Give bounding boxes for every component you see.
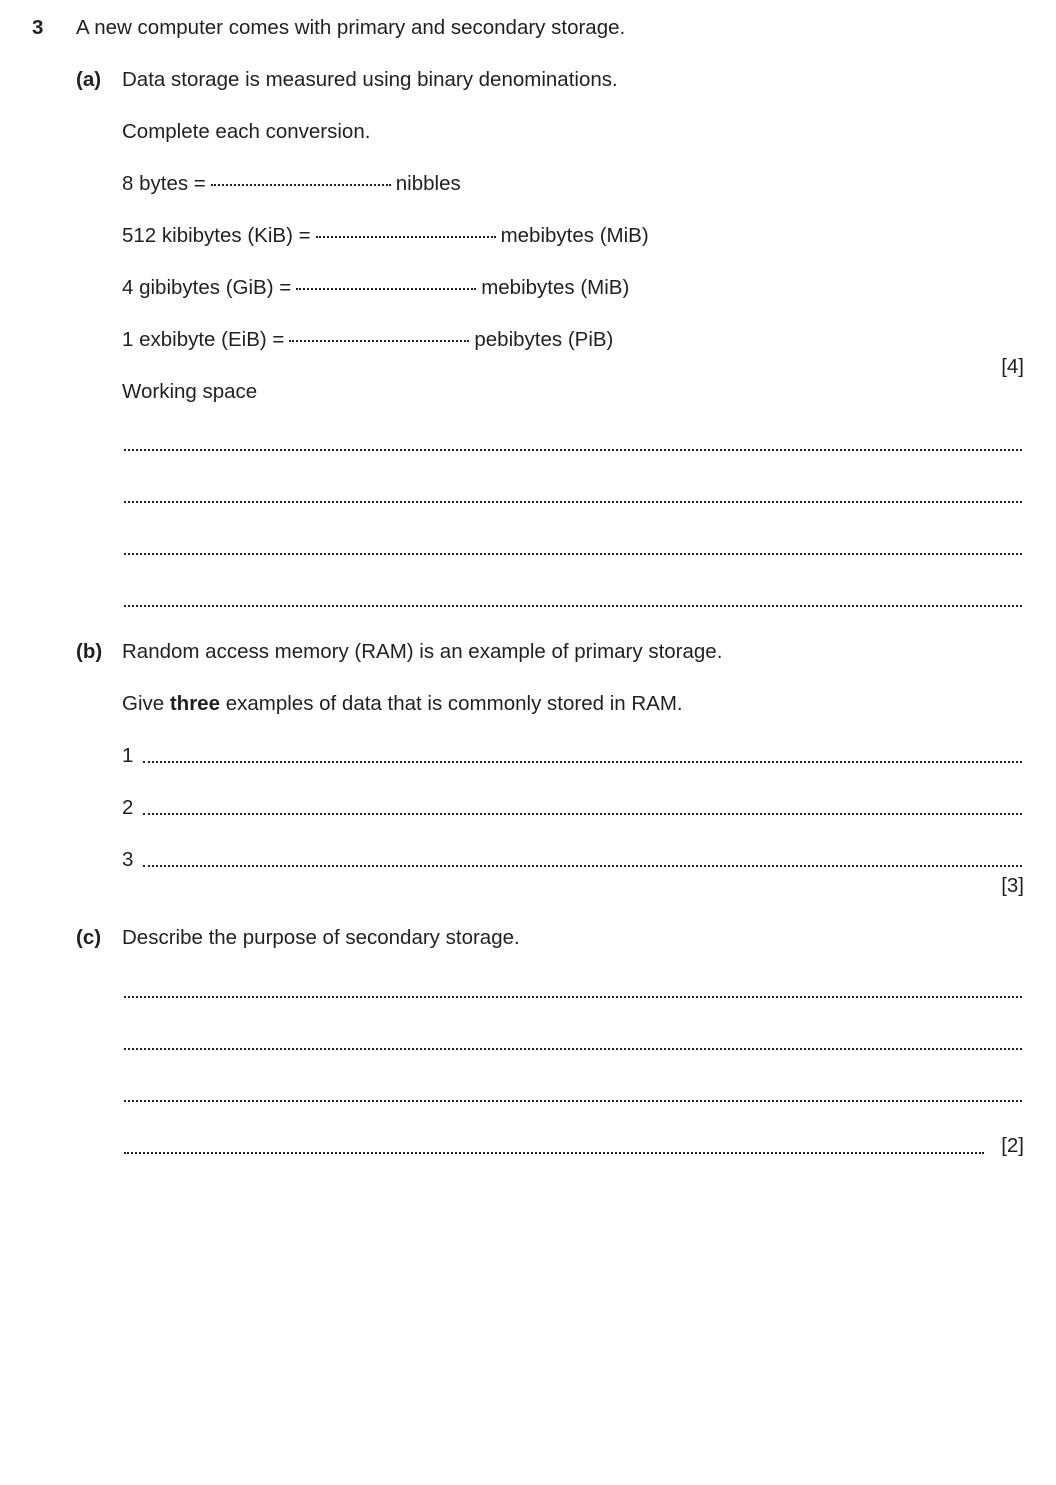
working-space-line[interactable]	[124, 605, 1022, 607]
part-c-intro: Describe the purpose of secondary storage.	[122, 926, 520, 949]
working-space-line[interactable]	[124, 449, 1022, 451]
answer-number: 2	[122, 796, 134, 819]
conversion-answer-blank[interactable]	[296, 288, 476, 290]
secondary-storage-line[interactable]	[124, 996, 1022, 998]
conversion-right: mebibytes (MiB)	[500, 224, 649, 247]
working-space-line[interactable]	[124, 501, 1022, 503]
conversion-row	[122, 224, 649, 248]
question-stem: A new computer comes with primary and secondary storage.	[76, 16, 626, 39]
conversion-row	[122, 328, 613, 352]
secondary-storage-line[interactable]	[124, 1152, 984, 1154]
part-b-instruction	[122, 692, 683, 716]
instruction-text: Give	[122, 692, 165, 715]
part-a-instruction: Complete each conversion.	[122, 120, 371, 143]
conversion-row	[122, 276, 629, 300]
secondary-storage-line[interactable]	[124, 1100, 1022, 1102]
working-space-label: Working space	[122, 380, 258, 403]
ram-example-line[interactable]	[143, 761, 1022, 763]
conversion-answer-blank[interactable]	[316, 236, 496, 238]
conversion-right: nibbles	[395, 172, 461, 195]
conversion-left: 1 exbibyte (EiB) =	[122, 328, 285, 351]
answer-number: 1	[122, 744, 134, 767]
part-a-intro: Data storage is measured using binary denominations.	[122, 68, 618, 91]
ram-example-line[interactable]	[143, 813, 1022, 815]
part-c-label: (c)	[76, 926, 102, 949]
conversion-left: 4 gibibytes (GiB) =	[122, 276, 292, 299]
working-space-line[interactable]	[124, 553, 1022, 555]
conversion-row	[122, 172, 461, 196]
conversion-left: 512 kibibytes (KiB) =	[122, 224, 311, 247]
part-b-intro: Random access memory (RAM) is an example of primary storage.	[122, 640, 723, 663]
conversion-answer-blank[interactable]	[289, 340, 469, 342]
secondary-storage-line[interactable]	[124, 1048, 1022, 1050]
part-b-marks: [3]	[1001, 874, 1024, 897]
conversion-answer-blank[interactable]	[211, 184, 391, 186]
instruction-text: examples of data that is commonly stored in RAM.	[225, 692, 683, 715]
part-c-marks: [2]	[1001, 1134, 1024, 1157]
part-a-marks: [4]	[1001, 355, 1024, 378]
conversion-left: 8 bytes =	[122, 172, 206, 195]
answer-number: 3	[122, 848, 134, 871]
question-number: 3	[32, 16, 44, 39]
conversion-right: pebibytes (PiB)	[474, 328, 614, 351]
part-a-label: (a)	[76, 68, 102, 91]
ram-example-line[interactable]	[143, 865, 1022, 867]
part-b-label: (b)	[76, 640, 103, 663]
instruction-emphasis: three	[169, 692, 220, 715]
conversion-right: mebibytes (MiB)	[481, 276, 630, 299]
